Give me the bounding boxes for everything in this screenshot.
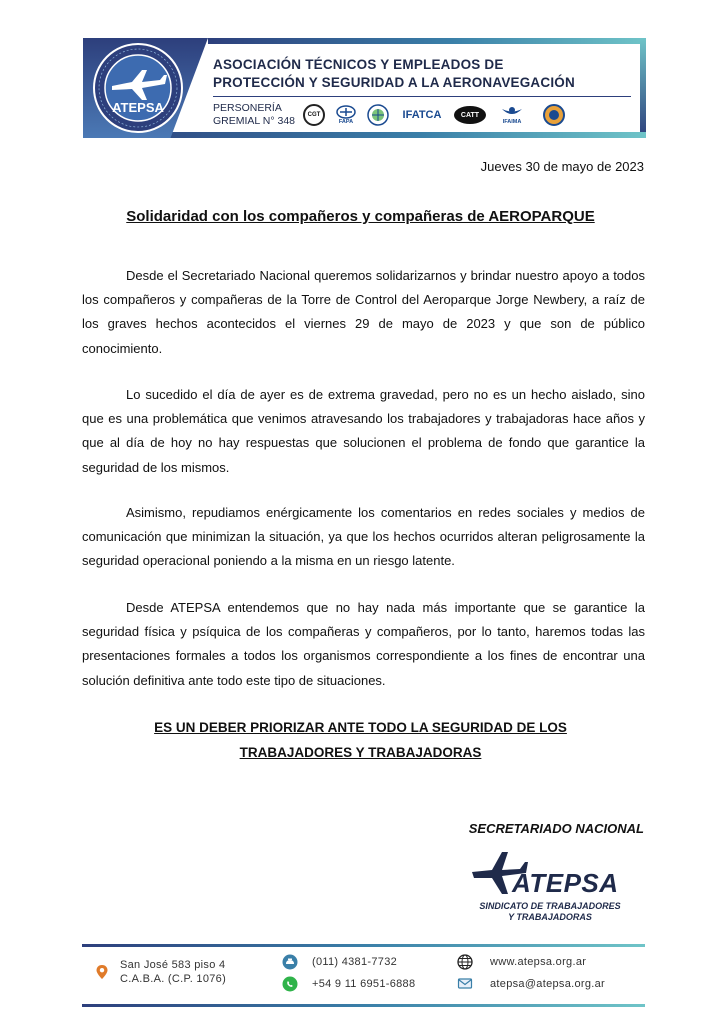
document-title: Solidaridad con los compañeros y compañeras de AEROPARQUE — [126, 208, 595, 225]
footer-whatsapp: +54 9 11 6951-6888 — [312, 978, 416, 990]
ifatca-logo-text: IFATCA — [402, 109, 442, 121]
footer-phone: (011) 4381-7732 — [312, 956, 398, 968]
personeria-line-2: GREMIAL N° 348 — [213, 115, 296, 127]
affiliation-catt-logo — [453, 102, 487, 128]
affiliation-cgt-logo — [301, 102, 327, 128]
union-subtitle-line-2: Y TRABAJADORAS — [508, 912, 592, 922]
fapa-plane-icon — [336, 105, 356, 119]
footer-top-line — [82, 944, 645, 947]
atepsa-union-logo — [470, 848, 630, 928]
location-pin-icon — [94, 964, 110, 980]
globe-icon — [457, 954, 473, 970]
affiliation-globe-logo — [541, 102, 567, 128]
union-logo-subtitle — [470, 901, 630, 923]
paragraph-4: Desde ATEPSA entendemos que no hay nada más importante que se garantice la seguridad física y psíquica de los compañeras y compañeros, por lo tanto, haremos todas las presentaciones formales a todos los organismos correspondiente a los fines de encontrar una solución definitiva ante todo este tipo de situaciones. — [82, 600, 645, 688]
affiliation-ifaima-logo — [495, 102, 529, 128]
letterhead-top-bar — [208, 38, 646, 44]
address-line-2: C.A.B.A. (C.P. 1076) — [120, 973, 227, 985]
email-icon — [457, 975, 473, 991]
affiliation-fapa-logo — [333, 102, 359, 128]
whatsapp-icon — [282, 976, 298, 992]
affiliation-itf-logo — [365, 102, 391, 128]
cgt-logo-text: CGT — [303, 104, 325, 126]
address-line-1: San José 583 piso 4 — [120, 959, 226, 971]
paragraph-2: Lo sucedido el día de ayer es de extrema gravedad, pero no es un hecho aislado, sino que es una problemática que venimos atravesando los trabajadores y trabajadoras hace años y que al día de hoy no hay respuestas que solucionen el problema de fondo que garantice la seguridad de los mismos. — [82, 387, 645, 475]
letterhead-divider — [213, 96, 631, 97]
seal-logo-word: ATEPSA — [112, 100, 164, 115]
itf-globe-icon — [367, 104, 389, 126]
personeria-line-1: PERSONERÍA — [213, 102, 282, 114]
union-subtitle-line-1: SINDICATO DE TRABAJADORES — [479, 901, 621, 911]
ifaima-logo-text: IFAIMA — [502, 119, 522, 125]
paragraph-3: Asimismo, repudiamos enérgicamente los comentarios en redes sociales y medios de comunicación que minimizan la situación, ya que los hechos ocurridos alteran peligrosamente la seguridad operacional poniendo a la misma en un riesgo latente. — [82, 505, 645, 569]
footer-bottom-line — [82, 1004, 645, 1007]
document-date: Jueves 30 de mayo de 2023 — [480, 159, 644, 174]
paragraph-1: Desde el Secretariado Nacional queremos solidarizarnos y brindar nuestro apoyo a todos los compañeros y compañeras de la Torre de Control del Aeroparque Jorge Newbery, a raíz de los graves hechos acontecidos el viernes 29 de mayo de 2023 y que son de público conocimiento. — [82, 268, 645, 356]
organization-name — [213, 56, 575, 92]
affiliation-ifatca-logo — [397, 102, 447, 128]
org-name-line-2: PROTECCIÓN Y SEGURIDAD A LA AERONAVEGACIÓN — [213, 75, 575, 90]
letterhead-right-bar — [640, 38, 646, 138]
personeria-gremial — [213, 102, 295, 128]
ifaima-wings-icon — [501, 105, 523, 119]
footer-address — [120, 958, 226, 986]
emphasis-line-2: TRABAJADORES Y TRABAJADORAS — [239, 745, 482, 760]
atepsa-seal-logo — [92, 42, 184, 134]
letterhead — [83, 38, 646, 138]
union-logo-word: ATEPSA — [512, 868, 619, 898]
footer-website[interactable]: www.atepsa.org.ar — [490, 956, 587, 968]
catt-logo-text: CATT — [454, 106, 486, 124]
org-name-line-1: ASOCIACIÓN TÉCNICOS Y EMPLEADOS DE — [213, 57, 504, 72]
fapa-logo-text: FAPA — [338, 119, 354, 125]
emphasis-line-1: ES UN DEBER PRIORIZAR ANTE TODO LA SEGURIDAD DE LOS — [154, 720, 567, 735]
signature: SECRETARIADO NACIONAL — [468, 821, 644, 836]
phone-icon — [282, 954, 298, 970]
world-globe-icon — [543, 104, 565, 126]
footer-email[interactable]: atepsa@atepsa.org.ar — [490, 978, 606, 990]
